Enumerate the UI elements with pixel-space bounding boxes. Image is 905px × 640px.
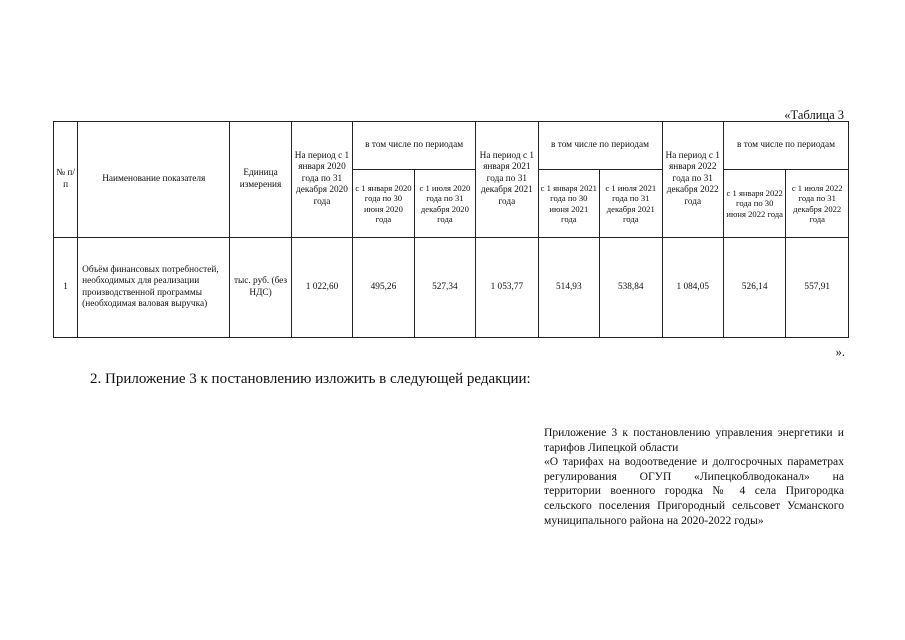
closing-quote: ». [835, 345, 845, 359]
value-2021: 1 053,77 [476, 238, 538, 338]
header-including-2020: в том числе по периодам [353, 122, 476, 170]
value-2020: 1 022,60 [291, 238, 352, 338]
item-2-paragraph: 2. Приложение 3 к постановлению изложить в следующей редакции: [90, 371, 531, 387]
header-num: № п/п [54, 122, 78, 238]
header-period-2021: На период с 1 января 2021 года по 31 декабря 2021 года [476, 122, 538, 238]
header-including-2021: в том числе по периодам [538, 122, 662, 170]
header-h2-2022: с 1 июля 2022 года по 31 декабря 2022 года [786, 170, 849, 238]
header-h1-2020: с 1 января 2020 года по 30 июня 2020 года [353, 170, 414, 238]
appendix-title: Приложение 3 к постановлению управления энергетики и тарифов Липецкой области [544, 426, 844, 454]
value-2022-h2: 557,91 [786, 238, 849, 338]
header-h1-2021: с 1 января 2021 года по 30 июня 2021 года [538, 170, 599, 238]
appendix-header-block [544, 426, 844, 528]
header-including-2022: в том числе по периодам [723, 122, 848, 170]
indicators-table [53, 121, 849, 338]
header-h2-2020: с 1 июля 2020 года по 31 декабря 2020 года [414, 170, 475, 238]
row-indicator-name: Объём финансовых потребностей, необходимых для реализации производственной программы (необходимая валовая выручка) [78, 238, 230, 338]
value-2022: 1 084,05 [662, 238, 723, 338]
header-h1-2022: с 1 января 2022 года по 30 июня 2022 года [723, 170, 785, 238]
value-2021-h2: 538,84 [600, 238, 662, 338]
appendix-resolution-name: «О тарифах на водоотведение и долгосрочных параметрах регулирования ОГУП «Липецкоблводоканал» на территории военного городка № 4 села Пригородка сельского поселения Пригородный сельсовет Усманского муниципального района на 2020-2022 годы» [544, 455, 844, 527]
header-indicator-name: Наименование показателя [78, 122, 230, 238]
header-unit: Единица измерения [230, 122, 291, 238]
header-h2-2021: с 1 июля 2021 года по 31 декабря 2021 года [600, 170, 662, 238]
row-unit: тыс. руб. (без НДС) [230, 238, 291, 338]
table-row [54, 238, 849, 338]
header-period-2022: На период с 1 января 2022 года по 31 декабря 2022 года [662, 122, 723, 238]
value-2020-h2: 527,34 [414, 238, 475, 338]
row-num: 1 [54, 238, 78, 338]
value-2020-h1: 495,26 [353, 238, 414, 338]
table-caption: «Таблица 3 [784, 108, 844, 122]
header-period-2020: На период с 1 января 2020 года по 31 декабря 2020 года [291, 122, 352, 238]
value-2021-h1: 514,93 [538, 238, 599, 338]
value-2022-h1: 526,14 [723, 238, 785, 338]
